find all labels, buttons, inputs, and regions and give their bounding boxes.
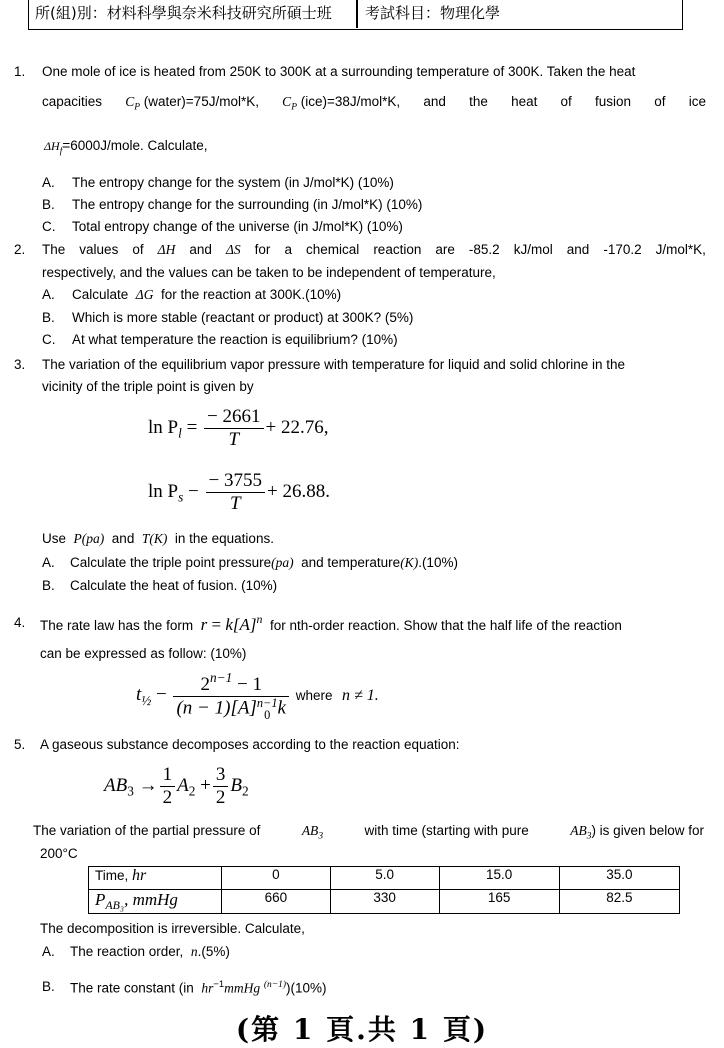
exam-header	[28, 0, 683, 30]
part-text: Which is more stable (reactant or product) at 300K? (5%)	[72, 310, 414, 325]
question-text-line: vicinity of the triple point is given by	[42, 379, 254, 394]
part-text: Calculate the triple point pressure(pa) and temperature(K).(10%)	[70, 555, 458, 570]
half-life-equation: $t_{\frac{1}{2}}$ − $2^{n-1} - 1$ (n − 1)[A] n−1 0 k where n ≠ 1.	[136, 670, 379, 723]
pressure-time-table	[88, 866, 680, 914]
reaction-equation: $AB_3$ → $\frac{1}{2}$ $A_2$ + $\frac{3}{2}$ $B_2$	[104, 764, 249, 808]
question-text-line: The variation of the equilibrium vapor pressure with temperature for liquid and solid chlorine in the	[42, 357, 626, 372]
question-text-line: Use P(pa) and T(K) in the equations.	[42, 531, 274, 546]
part-label: B.	[42, 310, 55, 325]
part-label: A.	[42, 555, 55, 570]
cp-symbol: C	[282, 94, 292, 109]
question-text-line: The variation of the partial pressure of $AB_3$ with time (starting with pure $AB_3$) is given below for	[33, 823, 704, 842]
question-text-line: can be expressed as follow: (10%)	[40, 646, 247, 661]
header-divider	[356, 0, 358, 28]
question-text: One mole of ice is heated from 250K to 300K at a surrounding temperature of 300K. Taken the heat	[42, 64, 636, 79]
equation-solid: $\ln P_s$ − $\frac{- 3755}{T}$ + 26.88.	[148, 470, 330, 514]
table-cell: 5.0	[330, 867, 439, 890]
part-text: The entropy change for the system (in J/mol*K) (10%)	[72, 175, 394, 190]
part-text: Total entropy change of the universe (in J/mol*K) (10%)	[72, 219, 403, 234]
row-header: $P_{AB_3}$, mmHg	[89, 890, 222, 914]
table-cell: 35.0	[559, 867, 679, 890]
row-header: Time, hr	[89, 867, 222, 890]
question-number: 2.	[14, 242, 26, 257]
part-label: B.	[42, 979, 55, 994]
part-label: B.	[42, 197, 55, 212]
table-cell: 330	[330, 890, 439, 914]
table-cell: 165	[439, 890, 559, 914]
equation-liquid: $\ln P_l$ = $\frac{- 2661}{T}$ + 22.76,	[148, 406, 329, 450]
delta-h-symbol: ΔH	[44, 139, 60, 153]
part-label: A.	[42, 287, 55, 302]
question-text-line: The values of ΔH and ΔS for a chemical reaction are -85.2 kJ/mol and -170.2 J/mol*K,	[42, 242, 706, 257]
table-cell: 0	[222, 867, 331, 890]
part-text: At what temperature the reaction is equilibrium? (10%)	[72, 332, 398, 347]
table-row-time	[89, 867, 680, 890]
question-text-line: capacities $C_P$ (water)=75J/mol*K, $C_P$ (ice)=38J/mol*K, and the heat of fusion of ice	[42, 94, 706, 113]
part-label: B.	[42, 578, 55, 593]
table-cell: 82.5	[559, 890, 679, 914]
part-text: Calculate the heat of fusion. (10%)	[70, 578, 278, 593]
delta-g-symbol: ΔG	[135, 287, 154, 302]
question-text-line: The decomposition is irreversible. Calculate,	[40, 921, 305, 936]
table-row-pressure	[89, 890, 680, 914]
part-text: The reaction order, n.(5%)	[70, 944, 230, 959]
part-text: The rate constant (in $hr^{-1}mmHg$ $^{(n-1)}$)(10%)	[70, 979, 327, 996]
part-label: A.	[42, 944, 55, 959]
part-label: C.	[42, 332, 56, 347]
question-text-line: respectively, and the values can be taken to be independent of temperature,	[42, 265, 496, 280]
delta-h-symbol: ΔH	[157, 242, 176, 257]
question-text-line: The rate law has the form $r = k[A]^n$ for nth-order reaction. Show that the half life of the reaction	[40, 612, 622, 635]
part-text: Calculate ΔG for the reaction at 300K.(10%)	[72, 287, 342, 302]
department-label: 所(組)別：材料科學與奈米科技研究所碩士班	[35, 4, 332, 22]
table-cell: 15.0	[439, 867, 559, 890]
temperature: 200°C	[40, 846, 78, 861]
part-label: A.	[42, 175, 55, 190]
page-footer: (第 1 頁.共 1 頁)	[235, 1013, 489, 1046]
part-label: C.	[42, 219, 56, 234]
question-number: 3.	[14, 357, 26, 372]
question-text-line: A gaseous substance decomposes according to the reaction equation:	[40, 737, 460, 752]
part-text: The entropy change for the surrounding (in J/mol*K) (10%)	[72, 197, 423, 212]
table-cell: 660	[222, 890, 331, 914]
question-number: 4.	[14, 615, 26, 630]
question-number: 1.	[14, 64, 26, 79]
delta-s-symbol: ΔS	[225, 242, 241, 257]
question-text-line: $\Delta H_f=6000J$/mole. Calculate,	[44, 138, 208, 157]
subject-label: 考試科目：物理化學	[365, 4, 501, 22]
question-number: 5.	[14, 737, 26, 752]
cp-symbol: C	[125, 94, 135, 109]
rate-law: $r = k[A]^n$	[200, 612, 263, 635]
